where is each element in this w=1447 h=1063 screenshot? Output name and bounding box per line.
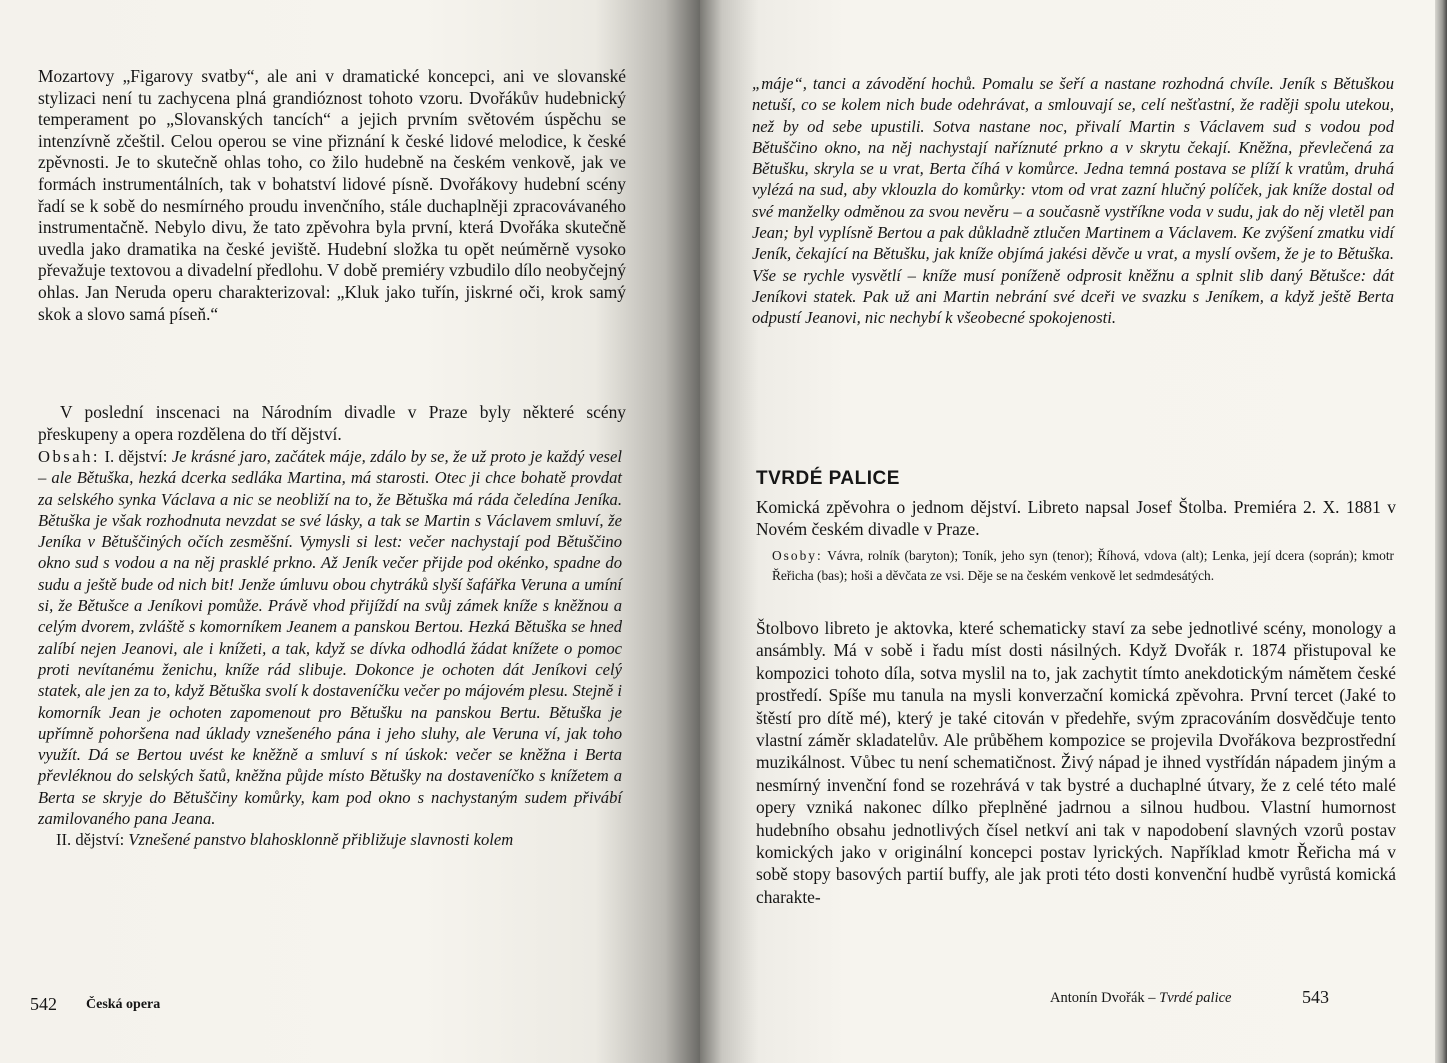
right-body-paragraph: Štolbovo libreto je aktovka, které schematicky staví za sebe jednotlivé scény, monology a ansámbly. Má v sobě i řadu míst dosti násilných. Když Dvořák r. 1874 přistupoval ke kompozici tohoto díla, sotva myslil na to, jak zachytit tímto anekdotickým námětem české prostředí. Spíše mu tanula na mysli konverzační komická zpěvohra. První tercet (Jaké to štěstí pro dítě mé), který je také citován v předehře, svým zpracováním dosvědčuje tento vlastní záměr skladatelův. Ale průběhem kompozice se projevila Dvořákova bezprostřední muzikálnost. Vůbec tu není schematičnost. Živý nápad je ihned vystřídán nápadem jiným a nesmírný invenční fond se rozehrává v tak bystré a duchaplné útvary, že z celé této malé opery vzniká nakonec dílko přeplněné jadrnou a silnou hudbou. Vlastní humornost hudebního obsahu jednotlivých čísel netkví ani tak v napodobení slavných vzorů postav komických jako v originální koncepci postav lyrických. Například kmotr Řeřicha má v sobě stopy basových partií buffy, ale jak proti této dosti konvenční hudbě vyrůstá komická charakte-: [756, 618, 1396, 907]
page-number-left: 542: [30, 994, 57, 1014]
synopsis: [38, 446, 622, 851]
page-edge: [1435, 0, 1447, 1063]
cast-text: Vávra, rolník (baryton); Toník, jeho syn (tenor); Říhová, vdova (alt); Lenka, její dcera (soprán); kmotr Řeřicha (bas); hoši a děvčata ze vsi. Děje se na českém venkově let sedmdesátých.: [772, 548, 1395, 583]
left-page: [0, 0, 700, 1063]
running-author: Antonín Dvořák: [1050, 990, 1145, 1006]
left-paragraph-2: V poslední inscenaci na Národním divadle v Praze byly některé scény přeskupeny a opera rozdělena do tří dějství.: [38, 402, 626, 444]
running-title-right: [1050, 990, 1232, 1007]
act-2-text: Vznešené panstvo blahosklonně přibližuje slavnosti kolem: [128, 830, 514, 850]
synopsis-continuation: „máje“, tanci a závodění hochů. Pomalu se šeří a nastane rozhodná chvíle. Jeník s Bětuškou netuší, co se kolem nich bude odehrávat, a smlouvají se, celí nešťastní, že raději spolu utekou, než by od sebe upustili. Sotva nastane noc, přivalí Martin s Václavem sud s vodou pod Bětuščino okno, na něj nachystají naříznuté prkno a v skrytu čekají. Kněžna, převlečená za Bětušku, skryla se u vrat, Berta číhá v komůrce. Jedna temná postava se plíží k vratům, druhá vylézá na sud, aby vklouzla do komůrky: vtom od vrat zazní hlučný políček, jak kníže dostal od své manželky odměnou za svou nevěru – a současně vystříkne voda v sudu, jak do něj vletěl pan Jean; byl vyplísně Bertou a pak důkladně ztlučen Martinem a Václavem. Ke zvýšení zmatku vidí Jeník, čekající na Bětušku, jak kníže objímá jakési děvče u vrat, a myslí ovšem, že je to Bětuška. Vše se rychle vysvětlí – kníže musí poníženě odprosit kněžnu a splnit slib daný Bětušce: dát Jeníkovi statek. Pak už ani Martin nebrání své dceři ve svazku s Jeníkem, a když ještě Berta odpustí Jeanovi, nic nechybí k všeobecné spokojenosti.: [752, 74, 1394, 328]
running-title-left: Česká opera: [86, 997, 161, 1012]
left-paragraph-1: Mozartovy „Figarovy svatby“, ale ani v dramatické koncepci, ani ve slovanské stylizaci není tu zachycena plná grandióznost tohoto vzoru. Dvořákův hudebnický temperament po „Slovanských tancích“ a jejich prvním světovém úspěchu se intenzívně zčeštil. Celou operou se vine přiznání k české lidové melodice, k české zpěvnosti. Je to skutečně ohlas toho, co žilo hudebně na českém venkově, jak ve formách instrumentálních, tak v bohatství lidové písně. Dvořákovy hudební scény řadí se k sobě do nesmírného proudu invenčního, stále duchaplněji zpracovávaného instrumentačně. Nebylo divu, že tato zpěvohra byla první, která Dvořáka skutečně uvedla jako dramatika na české jeviště. Hudební složka tu opět neúměrně vysoko převažuje textovou a divadelní předlohu. V době premiéry vzbudilo dílo neobyčejný ohlas. Jan Neruda operu charakterizoval: „Kluk jako tuřín, jiskrné oči, krok samý skok a slovo samá píseň.“: [38, 66, 626, 324]
opera-subtitle: Komická zpěvohra o jednom dějství. Libreto napsal Josef Štolba. Premiéra 2. X. 1881 v Novém českém divadle v Praze.: [756, 497, 1396, 539]
section-title: TVRDÉ PALICE: [756, 468, 900, 489]
cast-list: [772, 546, 1394, 585]
act-1-label: I. dějství:: [104, 447, 168, 466]
running-work: Tvrdé palice: [1159, 990, 1232, 1006]
page-number-right: 543: [1302, 987, 1329, 1007]
synopsis-label: Obsah:: [38, 447, 101, 466]
act-2-label: II. dějství:: [56, 830, 125, 850]
cast-label: Osoby:: [772, 548, 823, 563]
right-page: [700, 0, 1435, 1063]
running-separator: –: [1148, 990, 1156, 1006]
act-1-text: Je krásné jaro, začátek máje, zdálo by se, že už proto je každý vesel – ale Bětuška, hezká dcerka sedláka Martina, má starosti. Otec ji chce bohatě provdat za selského synka Václava a nic se neobliží na to, že Bětuška má ráda čeledína Jeníka. Bětuška je však rozhodnuta nevzdat se své lásky, a tak se Martin s Václavem smluví, že Jeníka v Bětuščiných očích zesměšní. Vymysli si lest: večer nachystají pod Bětuščino okno sud s vodou a na něj prasklé prkno. Až Jeník večer přijde pod okénko, spadne do sudu a ještě bude od nich bit! Jenže úmluvu obou chytráků slyší šafářka Veruna a umíní si, že Bětušce a Jeníkovi pomůže. Právě vhod přijíždí na svůj zámek kníže s kněžnou a celým dvorem, zvláště s komorníkem Jeanem a panskou Bertou. Hezká Bětuška se hned zalíbí nejen Jeanovi, ale i knížeti, a tak, když se dívka odhodlá žádat knížete o pomoc proti nevítanému ženichu, kníže rád slibuje. Dokonce je ochoten dát Jeníkovi celý statek, ale jen za to, když Bětuška svolí k dostaveníčku večer po májovém plesu. Stejně i komorník Jean je ochoten zapomenout pro Bětušku na panskou Bertu. Bětuška je upřímně pohoršena nad úklady vznešeného pána i jeho sluhy, ale Veruna ví, jak toho využít. Dá se Bertou uvést ke kněžně a smluví s ní úskok: večer se kněžna i Berta převléknou do selských šatů, kněžna půjde místo Bětušky na dostaveníčko s knížetem a Berta se skryje do Bětuščiny komůrky, kam pod okno s nachystaným sudem přivábí zamilovaného pana Jeana.: [38, 447, 622, 829]
